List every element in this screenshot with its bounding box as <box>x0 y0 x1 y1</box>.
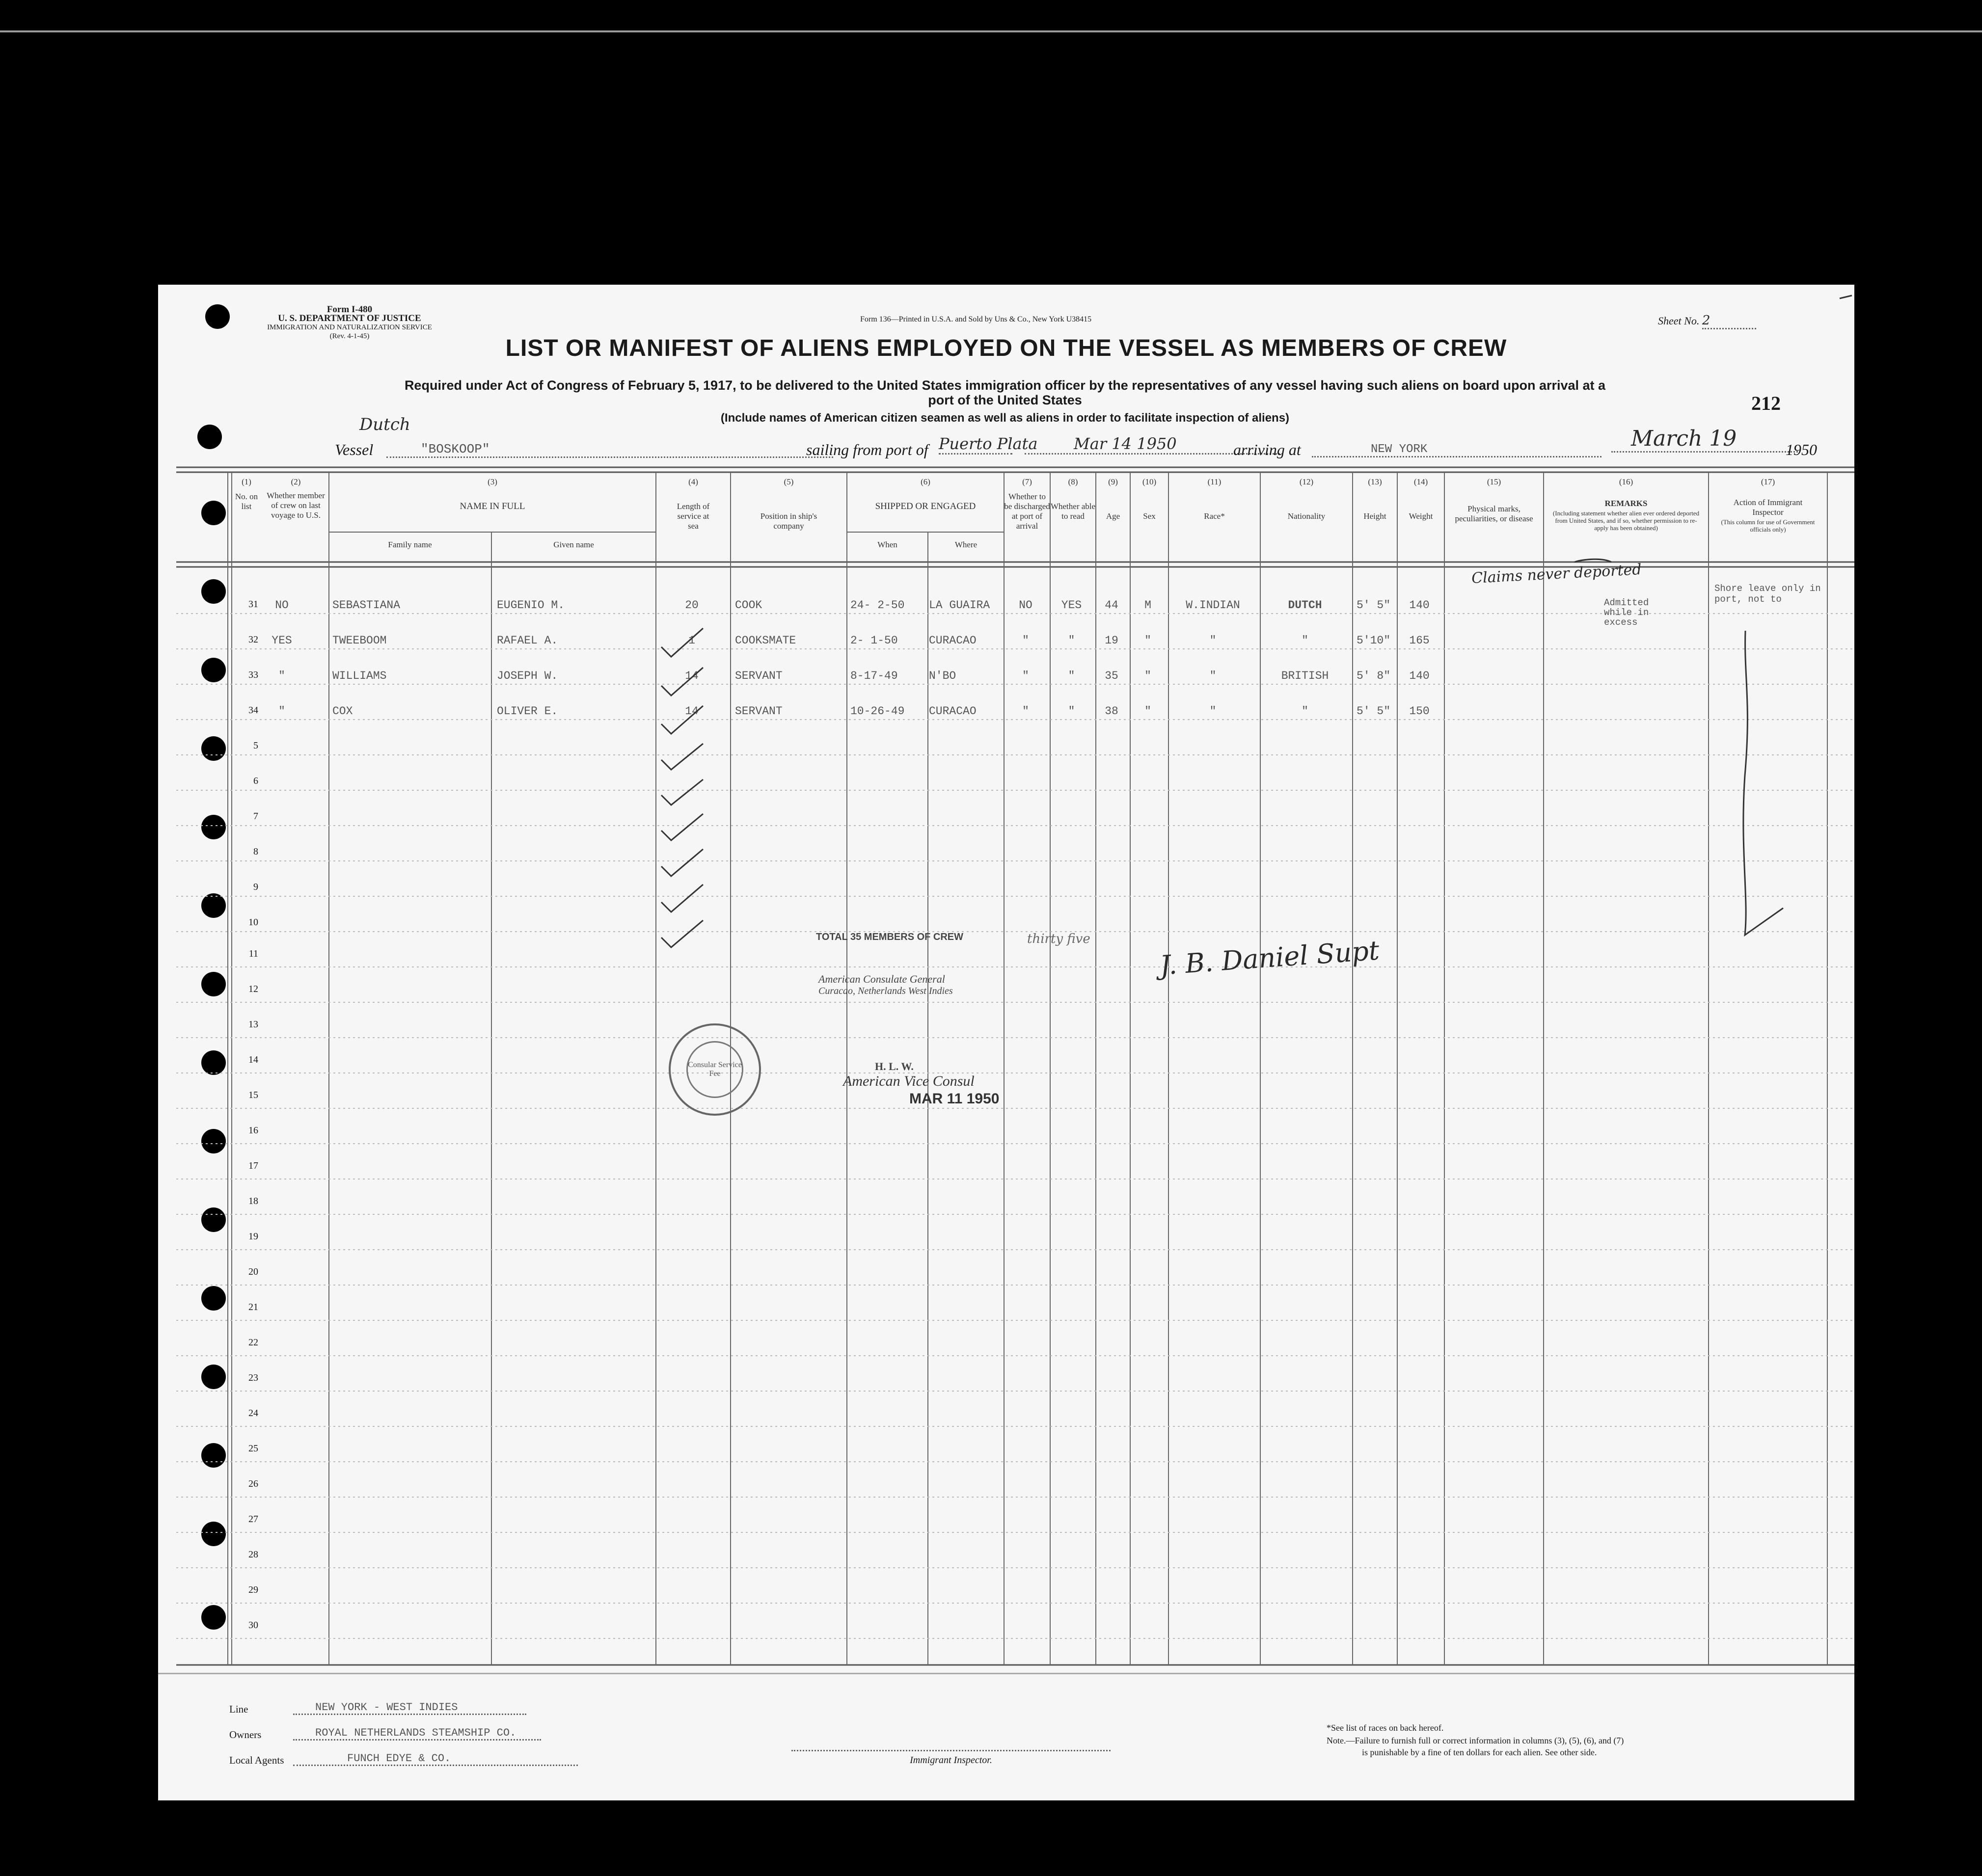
cell-sex: " <box>1144 634 1151 647</box>
department-label: U. S. DEPARTMENT OF JUSTICE <box>278 313 421 323</box>
consular-seal <box>669 1023 761 1116</box>
requirement-line-3: (Include names of American citizen seamen as well as aliens in order to facilitate inspection of aliens) <box>720 411 1290 425</box>
page-title: LIST OR MANIFEST OF ALIENS EMPLOYED ON THE VESSEL AS MEMBERS OF CREW <box>505 335 1507 361</box>
col-4-number: (4) <box>688 477 698 486</box>
cell-nationality: DUTCH <box>1288 599 1322 612</box>
remarks-note: Admitted while in excess <box>1604 597 1649 628</box>
col-3-number: (3) <box>488 477 497 486</box>
cell-position: SERVANT <box>735 670 783 682</box>
col-family-name: Family name <box>388 540 432 549</box>
cell-no: 31 <box>248 599 258 610</box>
cell-family: SEBASTIANA <box>332 599 401 612</box>
cell-when: 24- 2-50 <box>850 599 905 612</box>
page-number: 212 <box>1751 392 1781 414</box>
vice-consul-title: American Vice Consul <box>843 1073 975 1089</box>
line-number: 18 <box>248 1196 258 1206</box>
crew-total-words: thirty five <box>1027 932 1090 946</box>
line-number: 16 <box>248 1125 258 1136</box>
line-number: 26 <box>248 1478 258 1489</box>
arrival-port: NEW YORK <box>1312 443 1602 457</box>
form-number: Form I-480 <box>326 304 373 315</box>
arrival-date: March 19 <box>1611 426 1798 453</box>
cell-position: COOKSMATE <box>735 634 796 647</box>
cell-race: " <box>1209 634 1217 647</box>
cell-age: 35 <box>1105 670 1118 682</box>
master-signature: J. B. Daniel Supt <box>1159 935 1381 981</box>
vessel-nationality: Dutch <box>359 415 410 434</box>
owners-value: ROYAL NETHERLANDS STEAMSHIP CO. <box>293 1727 541 1741</box>
agents-label: Local Agents <box>229 1754 284 1766</box>
col-11-number: (11) <box>1207 477 1222 486</box>
cell-when: 10-26-49 <box>850 705 905 718</box>
col-9-label: Age <box>1106 511 1120 521</box>
sheet-number-label: Sheet No. 2 <box>1658 313 1756 329</box>
cell-discharged: " <box>1022 670 1029 682</box>
cell-weight: 165 <box>1409 634 1430 647</box>
cell-when: 2- 1-50 <box>850 634 898 647</box>
col-16-note: (Including statement whether alien ever ordered deported from United States, and if so, whether permission to re-apply has been obtained) <box>1552 509 1700 532</box>
col-9-number: (9) <box>1108 477 1118 486</box>
cell-given: RAFAEL A. <box>497 634 558 647</box>
line-number: 11 <box>248 948 258 959</box>
cell-family: TWEEBOOM <box>332 634 387 647</box>
vessel-label: Vessel <box>335 441 374 458</box>
col-shipped-when: When <box>877 540 897 549</box>
col-13-number: (13) <box>1368 477 1382 486</box>
cell-family: COX <box>332 705 353 718</box>
cell-given: OLIVER E. <box>497 705 558 718</box>
line-value: NEW YORK - WEST INDIES <box>293 1701 526 1715</box>
line-number: 15 <box>248 1090 258 1100</box>
cell-no: 8 <box>253 846 258 857</box>
scan-edge-line <box>0 30 1982 32</box>
line-number: 13 <box>248 1019 258 1030</box>
printer-line: Form 136—Printed in U.S.A. and Sold by Uns & Co., New York U38415 <box>860 315 1092 323</box>
cell-where: LA GUAIRA <box>929 599 990 612</box>
line-label: Line <box>229 1703 248 1715</box>
inspector-signature-line <box>791 1750 1111 1751</box>
col-7-label: Whether to be discharged at port of arrival <box>1004 492 1050 531</box>
cell-height: 5' 8" <box>1356 670 1390 682</box>
pen-marks <box>158 285 1854 1800</box>
fine-note-2: is punishable by a fine of ten dollars for each alien. See other side. <box>1362 1747 1597 1757</box>
col-2-label: Whether member of crew on last voyage to U.S. <box>267 491 325 520</box>
cell-prev: NO <box>275 599 289 612</box>
cell-no: 7 <box>253 811 258 822</box>
cell-nationality: " <box>1302 705 1308 718</box>
col-10-number: (10) <box>1142 477 1157 486</box>
line-number: 23 <box>248 1372 258 1383</box>
manifest-sheet <box>158 285 1854 1800</box>
col-16-label: REMARKS <box>1604 499 1648 508</box>
seal-text: Consular Service Fee <box>686 1041 743 1098</box>
cell-read: " <box>1068 705 1075 718</box>
cell-weight: 140 <box>1409 599 1430 612</box>
line-number: 19 <box>248 1231 258 1242</box>
cell-where: CURACAO <box>929 634 977 647</box>
cell-read: " <box>1068 670 1075 682</box>
cell-service: 1 <box>688 634 695 647</box>
cell-position: COOK <box>735 599 762 612</box>
line-number: 24 <box>248 1408 258 1419</box>
col-15-label: Physical marks, peculiarities, or disease <box>1455 504 1533 523</box>
col-given-name: Given name <box>553 540 594 549</box>
cell-service: 14 <box>685 670 699 682</box>
cell-age: 44 <box>1105 599 1118 612</box>
cell-service: 14 <box>685 705 699 718</box>
consular-date-stamp: MAR 11 1950 <box>909 1091 1000 1107</box>
line-number: 17 <box>248 1160 258 1171</box>
cell-prev: " <box>278 670 285 682</box>
cell-read: YES <box>1061 599 1082 612</box>
col-7-number: (7) <box>1022 477 1032 486</box>
agents-value: FUNCH EDYE & CO. <box>293 1752 578 1766</box>
cell-service: 20 <box>685 599 699 612</box>
cell-race: " <box>1209 670 1217 682</box>
cell-nationality: " <box>1302 634 1308 647</box>
col-16-number: (16) <box>1619 477 1633 486</box>
col-10-label: Sex <box>1143 511 1156 521</box>
consulate-name: American Consulate General <box>818 973 945 985</box>
service-label: IMMIGRATION AND NATURALIZATION SERVICE <box>267 323 432 331</box>
col-1-number: (1) <box>242 477 251 486</box>
col-17-number: (17) <box>1761 477 1775 486</box>
cell-height: 5' 5" <box>1356 705 1390 718</box>
cell-discharged: " <box>1022 705 1029 718</box>
cell-where: CURACAO <box>929 705 977 718</box>
cell-weight: 150 <box>1409 705 1430 718</box>
cell-prev: " <box>278 705 285 718</box>
sailing-label: sailing from port of <box>806 441 928 458</box>
cell-family: WILLIAMS <box>332 670 387 682</box>
col-17-label: Action of Immigrant Inspector <box>1733 498 1803 517</box>
revision-label: (Rev. 4-1-45) <box>329 332 370 340</box>
cell-weight: 140 <box>1409 670 1430 682</box>
arriving-label: arriving at <box>1233 441 1301 458</box>
col-5-label: Position in ship's company <box>760 511 817 531</box>
inspector-note: Shore leave only in port, not to <box>1714 583 1821 605</box>
line-number: 22 <box>248 1337 258 1348</box>
col-8-label: Whether able to read <box>1050 502 1096 521</box>
requirement-line-1: Required under Act of Congress of February 5, 1917, to be delivered to the United States immigration officer by the representatives of any vessel having such aliens on board upon arrival at a <box>404 378 1606 393</box>
vessel-name: "BOSKOOP" <box>386 442 833 458</box>
cell-no: 32 <box>248 634 258 645</box>
line-number: 14 <box>248 1054 258 1065</box>
cell-race: " <box>1209 705 1217 718</box>
footer-divider <box>158 1673 1854 1674</box>
cell-height: 5'10" <box>1356 634 1390 647</box>
consulate-place: Curacao, Netherlands West Indies <box>818 986 953 996</box>
arrival-year: 1950 <box>1786 441 1817 458</box>
cell-no: 34 <box>248 705 258 716</box>
col-14-number: (14) <box>1413 477 1428 486</box>
col-11-label: Race* <box>1204 511 1225 521</box>
physical-marks-note: Claims never deported <box>1471 561 1642 588</box>
crew-total: TOTAL 35 MEMBERS OF CREW <box>816 932 964 942</box>
inspector-label: Immigrant Inspector. <box>910 1755 992 1766</box>
vice-consul-name: H. L. W. <box>875 1060 914 1072</box>
fine-note-1: Note.—Failure to furnish full or correct information in columns (3), (5), (6), and (7) <box>1327 1736 1624 1745</box>
line-number: 27 <box>248 1514 258 1525</box>
cell-given: EUGENIO M. <box>497 599 565 612</box>
line-number: 28 <box>248 1549 258 1560</box>
cell-discharged: NO <box>1019 599 1032 612</box>
col-6-number: (6) <box>921 477 930 486</box>
cell-sex: " <box>1144 670 1151 682</box>
cell-sex: " <box>1144 705 1151 718</box>
col-17-note: (This column for use of Government officials only) <box>1721 518 1815 533</box>
col-12-label: Nationality <box>1287 511 1326 521</box>
line-number: 12 <box>248 984 258 994</box>
cell-where: N'BO <box>929 670 956 682</box>
line-number: 29 <box>248 1584 258 1595</box>
col-4-label: Length of service at sea <box>677 502 710 531</box>
cell-nationality: BRITISH <box>1281 670 1329 682</box>
cell-position: SERVANT <box>735 705 783 718</box>
line-number: 20 <box>248 1266 258 1277</box>
cell-given: JOSEPH W. <box>497 670 558 682</box>
cell-sex: M <box>1144 599 1151 612</box>
cell-no: 5 <box>253 740 258 751</box>
cell-read: " <box>1068 634 1075 647</box>
col-3-label: NAME IN FULL <box>460 501 525 511</box>
col-2-number: (2) <box>291 477 301 486</box>
sheet-number: 2 <box>1702 313 1756 329</box>
cell-age: 38 <box>1105 705 1118 718</box>
col-6-label: SHIPPED OR ENGAGED <box>875 501 976 511</box>
departure-date: Mar 14 1950 <box>1025 434 1280 455</box>
cell-when: 8-17-49 <box>850 670 898 682</box>
col-14-label: Weight <box>1409 511 1433 521</box>
cell-no: 9 <box>253 882 258 892</box>
line-number: 21 <box>248 1302 258 1313</box>
cell-race: W.INDIAN <box>1186 599 1240 612</box>
col-8-number: (8) <box>1068 477 1078 486</box>
departure-port: Puerto Plata <box>939 434 1012 455</box>
col-5-number: (5) <box>784 477 794 486</box>
line-number: 30 <box>248 1620 258 1631</box>
line-number: 25 <box>248 1443 258 1454</box>
cell-discharged: " <box>1022 634 1029 647</box>
col-13-label: Height <box>1363 511 1386 521</box>
col-12-number: (12) <box>1299 477 1314 486</box>
col-1-label: No. on list <box>235 492 258 511</box>
requirement-line-2: port of the United States <box>928 393 1082 407</box>
cell-age: 19 <box>1105 634 1118 647</box>
cell-no: 10 <box>248 917 258 928</box>
cell-no: 6 <box>253 776 258 786</box>
cell-prev: YES <box>272 634 292 647</box>
col-shipped-where: Where <box>954 540 977 549</box>
owners-label: Owners <box>229 1729 262 1741</box>
cell-no: 33 <box>248 670 258 680</box>
col-15-number: (15) <box>1487 477 1501 486</box>
races-note: *See list of races on back hereof. <box>1327 1723 1444 1733</box>
cell-height: 5' 5" <box>1356 599 1390 612</box>
